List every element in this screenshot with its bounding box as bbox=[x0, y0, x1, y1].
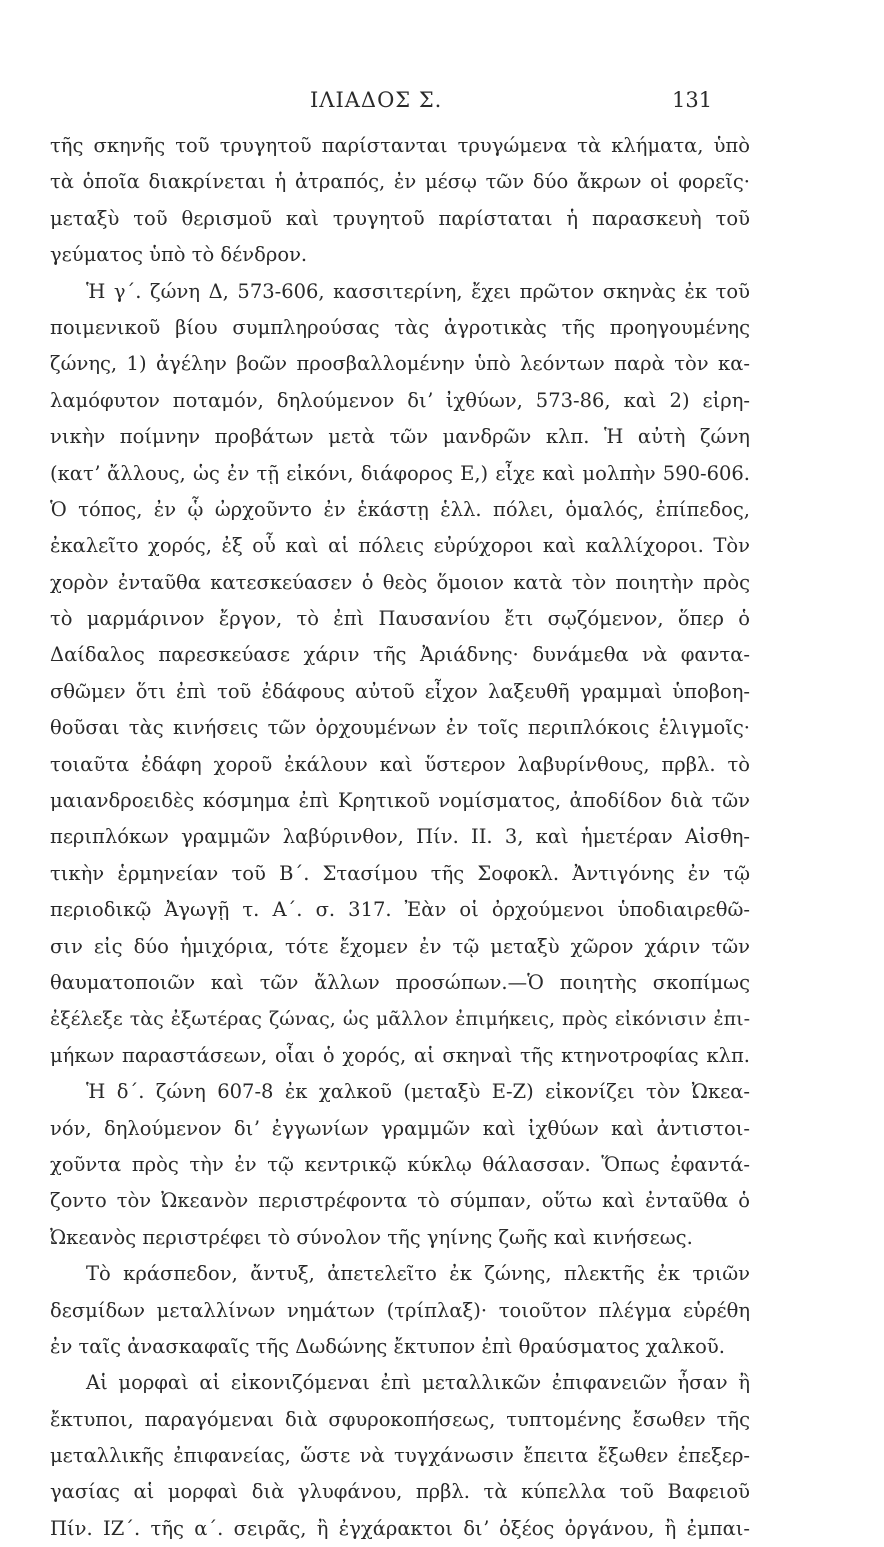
text-line: μεταλλικῆς ἐπιφανείας, ὥστε νὰ τυγχάνωσιν ἔπειτα ἔξωθεν ἐπεξερ- bbox=[50, 1444, 750, 1468]
running-title: ΙΛΙΑΔΟΣ Σ. bbox=[310, 88, 443, 112]
text-line: μαιανδροειδὲς κόσμημα ἐπὶ Κρητικοῦ νομίσματος, ἀποδίδον διὰ τῶν bbox=[50, 789, 750, 813]
text-line: Αἱ μορφαὶ αἱ εἰκονιζόμεναι ἐπὶ μεταλλικῶν ἐπιφανειῶν ἦσαν ἢ bbox=[86, 1371, 750, 1395]
text-line: περιπλόκων γραμμῶν λαβύρινθον, Πίν. ΙΙ. 3, καὶ ἡμετέραν Αἰσθη- bbox=[50, 825, 750, 849]
text-line: ἐκαλεῖτο χορός, ἐξ οὗ καὶ αἱ πόλεις εὐρύχοροι καὶ καλλίχοροι. Τὸν bbox=[50, 534, 750, 558]
text-line: (κατʼ ἄλλους, ὡς ἐν τῇ εἰκόνι, διάφορος Ε,) εἶχε καὶ μολπὴν 590-606. bbox=[50, 461, 750, 485]
text-line: τὸ μαρμάρινον ἔργον, τὸ ἐπὶ Παυσανίου ἔτι σῳζόμενον, ὅπερ ὁ bbox=[50, 607, 750, 631]
text-line: Ἡ γ΄. ζώνη Δ, 573-606, κασσιτερίνη, ἔχει πρῶτον σκηνὰς ἐκ τοῦ bbox=[86, 279, 750, 303]
text-line: θοῦσαι τὰς κινήσεις τῶν ὀρχουμένων ἐν τοῖς περιπλόκοις ἑλιγμοῖς· bbox=[50, 716, 750, 740]
text-line: σιν εἰς δύο ἡμιχόρια, τότε ἔχομεν ἐν τῷ μεταξὺ χῶρον χάριν τῶν bbox=[50, 934, 750, 958]
text-line: ἐν ταῖς ἀνασκαφαῖς τῆς Δωδώνης ἔκτυπον ἐπὶ θραύσματος χαλκοῦ. bbox=[50, 1334, 725, 1358]
text-line: Δαίδαλος παρεσκεύασε χάριν τῆς Ἀριάδνης· δυνάμεθα νὰ φαντα- bbox=[50, 643, 750, 667]
text-line: λαμόφυτον ποταμόν, δηλούμενον διʼ ἰχθύων, 573-86, καὶ 2) εἰρη- bbox=[50, 388, 750, 412]
text-line: ζοντο τὸν Ὠκεανὸν περιστρέφοντα τὸ σύμπαν, οὕτω καὶ ἐνταῦθα ὁ bbox=[50, 1189, 750, 1213]
text-line: μεταξὺ τοῦ θερισμοῦ καὶ τρυγητοῦ παρίσταται ἡ παρασκευὴ τοῦ bbox=[50, 206, 750, 230]
body-text bbox=[50, 128, 750, 1547]
text-line: περιοδικῷ Ἀγωγῇ τ. Α΄. σ. 317. Ἐὰν οἱ ὀρχούμενοι ὑποδιαιρεθῶ- bbox=[50, 898, 750, 922]
text-line: χοῦντα πρὸς τὴν ἐν τῷ κεντρικῷ κύκλῳ θάλασσαν. Ὅπως ἐφαντά- bbox=[50, 1152, 750, 1176]
text-line: θαυματοποιῶν καὶ τῶν ἄλλων προσώπων.—Ὁ ποιητὴς σκοπίμως bbox=[50, 970, 750, 994]
page-header bbox=[0, 88, 884, 118]
text-line: γεύματος ὑπὸ τὸ δένδρον. bbox=[50, 243, 308, 267]
text-line: μήκων παραστάσεων, οἷαι ὁ χορός, αἱ σκηναὶ τῆς κτηνοτροφίας κλπ. bbox=[50, 1043, 750, 1067]
text-line: Τὸ κράσπεδον, ἄντυξ, ἀπετελεῖτο ἐκ ζώνης, πλεκτῆς ἐκ τριῶν bbox=[86, 1262, 750, 1286]
text-line: τοιαῦτα ἐδάφη χοροῦ ἐκάλουν καὶ ὕστερον λαβυρίνθους, πρβλ. τὸ bbox=[50, 752, 750, 776]
text-line: τικὴν ἑρμηνείαν τοῦ Β΄. Στασίμου τῆς Σοφοκλ. Ἀντιγόνης ἐν τῷ bbox=[50, 861, 750, 885]
text-line: τῆς σκηνῆς τοῦ τρυγητοῦ παρίστανται τρυγώμενα τὰ κλήματα, ὑπὸ bbox=[50, 134, 750, 157]
text-line: τὰ ὁποῖα διακρίνεται ἡ ἀτραπός, ἐν μέσῳ τῶν δύο ἄκρων οἱ φορεῖς· bbox=[50, 170, 750, 194]
text-line: Ὠκεανὸς περιστρέφει τὸ σύνολον τῆς γηίνης ζωῆς καὶ κινήσεως. bbox=[50, 1225, 693, 1249]
text-line: ἐξέλεξε τὰς ἐξωτέρας ζώνας, ὡς μᾶλλον ἐπιμήκεις, πρὸς εἰκόνισιν ἐπι- bbox=[50, 1008, 750, 1031]
text-line: νικὴν ποίμνην προβάτων μετὰ τῶν μανδρῶν κλπ. Ἡ αὐτὴ ζώνη bbox=[50, 425, 750, 449]
text-line: ἔκτυποι, παραγόμεναι διὰ σφυροκοπήσεως, τυπτομένης ἔσωθεν τῆς bbox=[50, 1407, 750, 1431]
text-line: ποιμενικοῦ βίου συμπληρούσας τὰς ἀγροτικὰς τῆς προηγουμένης bbox=[50, 315, 750, 339]
page-number: 131 bbox=[672, 88, 713, 112]
text-line: Ὁ τόπος, ἐν ᾧ ὠρχοῦντο ἐν ἑκάστῃ ἑλλ. πόλει, ὁμαλός, ἐπίπεδος, bbox=[50, 497, 750, 521]
text-line: γασίας αἱ μορφαὶ διὰ γλυφάνου, πρβλ. τὰ κύπελλα τοῦ Βαφειοῦ bbox=[50, 1480, 750, 1504]
text-line: Πίν. ΙΖ΄. τῆς α΄. σειρᾶς, ἢ ἐγχάρακτοι διʼ ὀξέος ὀργάνου, ἢ ἐμπαι- bbox=[50, 1516, 750, 1540]
text-line: Ἡ δ΄. ζώνη 607-8 ἐκ χαλκοῦ (μεταξὺ Ε-Ζ) εἰκονίζει τὸν Ὠκεα- bbox=[86, 1080, 750, 1104]
text-line: σθῶμεν ὅτι ἐπὶ τοῦ ἐδάφους αὐτοῦ εἶχον λαξευθῆ γραμμαὶ ὑποβοη- bbox=[50, 679, 750, 703]
text-line: νόν, δηλούμενον διʼ ἐγγωνίων γραμμῶν καὶ ἰχθύων καὶ ἀντιστοι- bbox=[50, 1116, 750, 1140]
text-line: δεσμίδων μεταλλίνων νημάτων (τρίπλαξ)· τοιοῦτον πλέγμα εὑρέθη bbox=[50, 1298, 750, 1322]
text-line: χορὸν ἐνταῦθα κατεσκεύασεν ὁ θεὸς ὅμοιον κατὰ τὸν ποιητὴν πρὸς bbox=[50, 570, 750, 594]
text-line: ζώνης, 1) ἀγέλην βοῶν προσβαλλομένην ὑπὸ λεόντων παρὰ τὸν κα- bbox=[50, 352, 750, 376]
